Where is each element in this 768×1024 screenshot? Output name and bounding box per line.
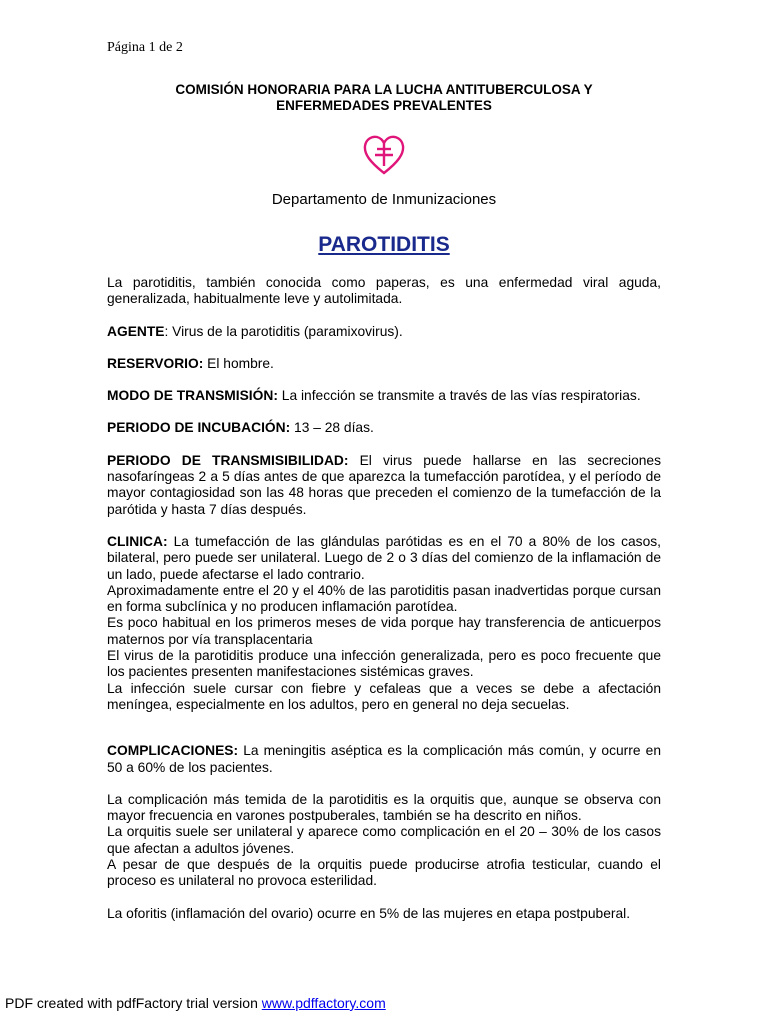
clinica-paragraph-3: Es poco habitual en los primeros meses de vida porque hay transferencia de anticuerpos maternos por vía transplacentaria — [107, 615, 661, 647]
clinica-paragraph — [107, 534, 661, 583]
reservorio-paragraph — [107, 356, 661, 372]
reservorio-text: El hombre. — [203, 355, 274, 371]
clinica-paragraph-5: La infección suele cursar con fiebre y cefaleas que a veces se debe a afectación meníngea, especialmente en los adultos, pero en general no deja secuelas. — [107, 680, 661, 712]
clinica-label: CLINICA: — [107, 533, 168, 549]
heart-cross-logo-icon — [362, 134, 406, 176]
incubacion-text: 13 – 28 días. — [290, 420, 374, 436]
complicaciones-paragraph-5: La oforitis (inflamación del ovario) ocurre en 5% de las mujeres en etapa postpuberal. — [107, 905, 631, 921]
transmisibilidad-text: El virus puede hallarse en las secreciones nasofaríngeas 2 a 5 días antes de que aparezca la tumefacción parotídea, y el período de mayor contagiosidad son las 48 horas que preceden el comienzo de la tumefacción de la parótida y hasta 7 días después. — [107, 452, 662, 517]
modo-text: La infección se transmite a través de las vías respiratorias. — [277, 388, 641, 404]
agente-text: : Virus de la parotiditis (paramixovirus). — [164, 323, 403, 339]
modo-label: MODO DE TRANSMISIÓN: — [107, 388, 278, 404]
modo-paragraph — [107, 388, 661, 404]
complicaciones-text: La meningitis aséptica es la complicación más común, y ocurre en 50 a 60% de los pacientes. — [107, 743, 661, 775]
pdffactory-link[interactable]: www.pdffactory.com — [261, 995, 386, 1011]
footer-text: PDF created with pdfFactory trial version — [5, 995, 262, 1011]
incubacion-paragraph — [107, 420, 661, 436]
organization-line-1: COMISIÓN HONORARIA PARA LA LUCHA ANTITUBERCULOSA Y — [175, 82, 593, 97]
page-title: PAROTIDITIS — [318, 233, 450, 256]
transmisibilidad-label: PERIODO DE TRANSMISIBILIDAD: — [107, 452, 349, 468]
clinica-paragraph-2: Aproximadamente entre el 20 y el 40% de las parotiditis pasan inadvertidas porque cursan en forma subclínica y no producen inflamación parotídea. — [107, 582, 661, 615]
complicaciones-paragraph-2: La complicación más temida de la parotiditis es la orquitis que, aunque se observa con mayor frecuencia en varones postpuberales, también se ha descrito en niños. — [107, 791, 661, 824]
intro-paragraph: La parotiditis, también conocida como paperas, es una enfermedad viral aguda, generalizada, habitualmente leve y autolimitada. — [107, 275, 661, 307]
complicaciones-paragraph-4: A pesar de que después de la orquitis puede producirse atrofia testicular, cuando el proceso es unilateral no provoca esterilidad. — [107, 857, 661, 889]
agente-paragraph — [107, 324, 661, 340]
clinica-text: La tumefacción de las glándulas parótidas es en el 70 a 80% de los casos, bilateral, pero puede ser unilateral. Luego de 2 o 3 días del comienzo de la inflamación de un lado, puede afectarse el lado contrario. — [107, 533, 661, 582]
department-name: Departamento de Inmunizaciones — [271, 191, 497, 208]
agente-label: AGENTE — [107, 323, 165, 339]
complicaciones-paragraph-3: La orquitis suele ser unilateral y aparece como complicación en el 20 – 30% de los casos que afectan a adultos jóvenes. — [107, 824, 661, 856]
complicaciones-label: COMPLICACIONES: — [107, 743, 239, 759]
complicaciones-paragraph — [107, 743, 661, 776]
page-number: Página 1 de 2 — [107, 40, 183, 55]
organization-heading — [107, 82, 661, 114]
transmisibilidad-paragraph — [107, 453, 661, 518]
organization-line-2: ENFERMEDADES PREVALENTES — [276, 98, 492, 113]
pdf-footer — [5, 995, 386, 1011]
reservorio-label: RESERVORIO: — [107, 355, 204, 371]
clinica-paragraph-4: El virus de la parotiditis produce una infección generalizada, pero es poco frecuente que los pacientes presenten manifestaciones sistémicas graves. — [107, 648, 661, 680]
document-body — [107, 275, 661, 922]
incubacion-label: PERIODO DE INCUBACIÓN: — [107, 420, 291, 436]
